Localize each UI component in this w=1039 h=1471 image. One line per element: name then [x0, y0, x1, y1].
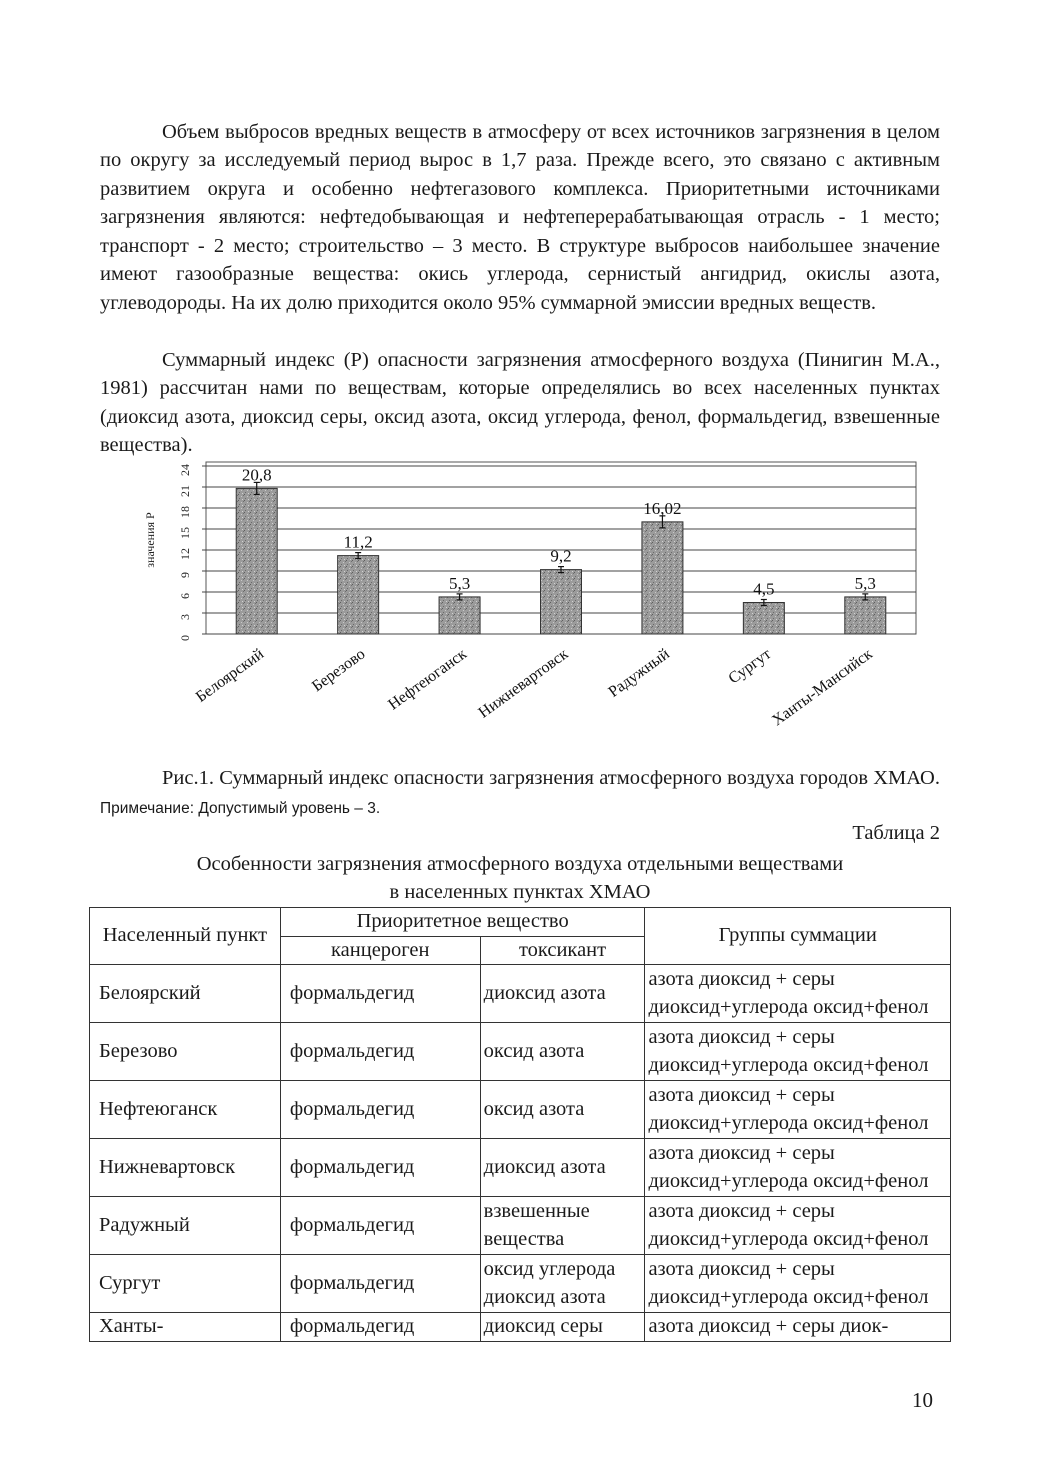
data-label: 4,5	[753, 579, 775, 599]
header-carcinogen: канцероген	[280, 936, 480, 965]
cell-toxicant: оксид азота	[480, 1023, 645, 1081]
y-tick-label: 15	[178, 527, 192, 539]
paragraph-emissions: Объем выбросов вредных веществ в атмосферу от всех источников загрязнения в целом по округу за исследуемый период вырос в 1,7 раза. Прежде всего, это связано с активным развитием округа и особенно нефтегазового комплекса. Приоритетными источниками загрязнения являются: нефтедобывающая и нефтеперерабатывающая отрасль - 1 место; транспорт - 2 место; строительство – 3 место. В структуре выбросов наибольшее значение имеют газообразные вещества: окись углерода, сернистый ангидрид, окислы азота, углеводороды. На их долю приходится около 95% суммарной эмиссии вредных веществ.	[100, 120, 940, 315]
y-tick-label: 9	[178, 572, 192, 578]
pollution-table	[89, 907, 951, 1342]
cell-groups: азота диоксид + серы диоксид+углерода оксид+фенол	[645, 1197, 951, 1255]
x-tick-label: Белоярский	[192, 645, 268, 706]
data-label: 11,2	[343, 532, 373, 552]
bar	[845, 597, 886, 634]
bar	[338, 556, 379, 634]
table-row	[90, 1313, 951, 1342]
cell-toxicant: диоксид серы	[480, 1313, 645, 1342]
x-tick-label: Нижневартовск	[475, 645, 572, 722]
cell-groups: азота диоксид + серы диоксид+углерода оксид+фенол	[645, 1139, 951, 1197]
cell-groups: азота диоксид + серы диок-	[645, 1313, 951, 1342]
header-city: Населенный пункт	[90, 908, 281, 965]
table-title-line-1: Особенности загрязнения атмосферного воздуха отдельными веществами	[196, 853, 844, 875]
table-row	[90, 1255, 951, 1313]
bar	[541, 570, 582, 634]
y-axis-label: значения Р	[143, 512, 157, 568]
cell-city: Ханты-	[90, 1313, 281, 1342]
y-tick-label: 0	[178, 635, 192, 641]
x-tick-label: Сургут	[725, 645, 775, 688]
table-row	[90, 1081, 951, 1139]
table-title-line-2: в населенных пунктах ХМАО	[389, 881, 651, 903]
paragraph-index: Суммарный индекс (Р) опасности загрязнения атмосферного воздуха (Пинигин М.А., 1981) рассчитан нами по веществам, которые определялись во всех населенных пунктах (диоксид азота, диоксид серы, оксид азота, оксид углерода, фенол, формальдегид, взвешенные вещества).	[100, 348, 940, 457]
cell-carcinogen: формальдегид	[280, 1255, 480, 1313]
x-tick-label: Ханты-Мансийск	[769, 645, 876, 730]
figure-caption	[100, 764, 940, 823]
header-priority-substance: Приоритетное вещество	[280, 908, 645, 937]
cell-city: Белоярский	[90, 965, 281, 1023]
y-tick-label: 3	[178, 614, 192, 620]
caption-note: Примечание: Допустимый уровень – 3.	[100, 800, 381, 817]
caption-main: Рис.1. Суммарный индекс опасности загрязнения атмосферного воздуха городов ХМАО.	[162, 767, 940, 789]
table-row	[90, 965, 951, 1023]
cell-city: Березово	[90, 1023, 281, 1081]
cell-city: Нефтеюганск	[90, 1081, 281, 1139]
data-label: 9,2	[550, 546, 572, 566]
y-tick-label: 18	[178, 506, 192, 518]
bar	[439, 597, 480, 634]
bar	[743, 603, 784, 635]
x-tick-label: Березово	[308, 645, 369, 696]
table-row	[90, 1023, 951, 1081]
y-tick-label: 12	[178, 548, 192, 560]
cell-carcinogen: формальдегид	[280, 1081, 480, 1139]
cell-groups: азота диоксид + серы диоксид+углерода оксид+фенол	[645, 1081, 951, 1139]
table-row	[90, 1139, 951, 1197]
cell-toxicant: взвешенные вещества	[480, 1197, 645, 1255]
bar-chart	[136, 458, 936, 758]
y-tick-label: 24	[178, 464, 192, 476]
bar	[642, 522, 683, 634]
table-row	[90, 1197, 951, 1255]
table-title	[100, 850, 940, 906]
cell-groups: азота диоксид + серы диоксид+углерода оксид+фенол	[645, 965, 951, 1023]
data-label: 5,3	[448, 573, 471, 593]
cell-city: Сургут	[90, 1255, 281, 1313]
y-tick-label: 21	[178, 485, 192, 497]
cell-toxicant: оксид углерода диоксид азота	[480, 1255, 645, 1313]
header-toxicant: токсикант	[480, 936, 645, 965]
header-summation-groups: Группы суммации	[645, 908, 951, 965]
y-tick-label: 6	[178, 593, 192, 599]
data-label: 16,02	[643, 498, 682, 518]
page-number: 10	[912, 1388, 933, 1412]
cell-carcinogen: формальдегид	[280, 1197, 480, 1255]
cell-carcinogen: формальдегид	[280, 1139, 480, 1197]
cell-groups: азота диоксид + серы диоксид+углерода оксид+фенол	[645, 1255, 951, 1313]
table-label: Таблица 2	[852, 822, 940, 844]
cell-groups: азота диоксид + серы диоксид+углерода оксид+фенол	[645, 1023, 951, 1081]
bar	[236, 488, 277, 634]
data-label: 20,8	[241, 465, 272, 485]
cell-toxicant: оксид азота	[480, 1081, 645, 1139]
cell-carcinogen: формальдегид	[280, 1313, 480, 1342]
cell-carcinogen: формальдегид	[280, 1023, 480, 1081]
cell-toxicant: диоксид азота	[480, 965, 645, 1023]
cell-carcinogen: формальдегид	[280, 965, 480, 1023]
x-tick-label: Радужный	[605, 645, 673, 701]
data-label: 5,3	[854, 573, 876, 593]
cell-toxicant: диоксид азота	[480, 1139, 645, 1197]
cell-city: Радужный	[90, 1197, 281, 1255]
x-tick-label: Нефтеюганск	[385, 645, 470, 714]
cell-city: Нижневартовск	[90, 1139, 281, 1197]
